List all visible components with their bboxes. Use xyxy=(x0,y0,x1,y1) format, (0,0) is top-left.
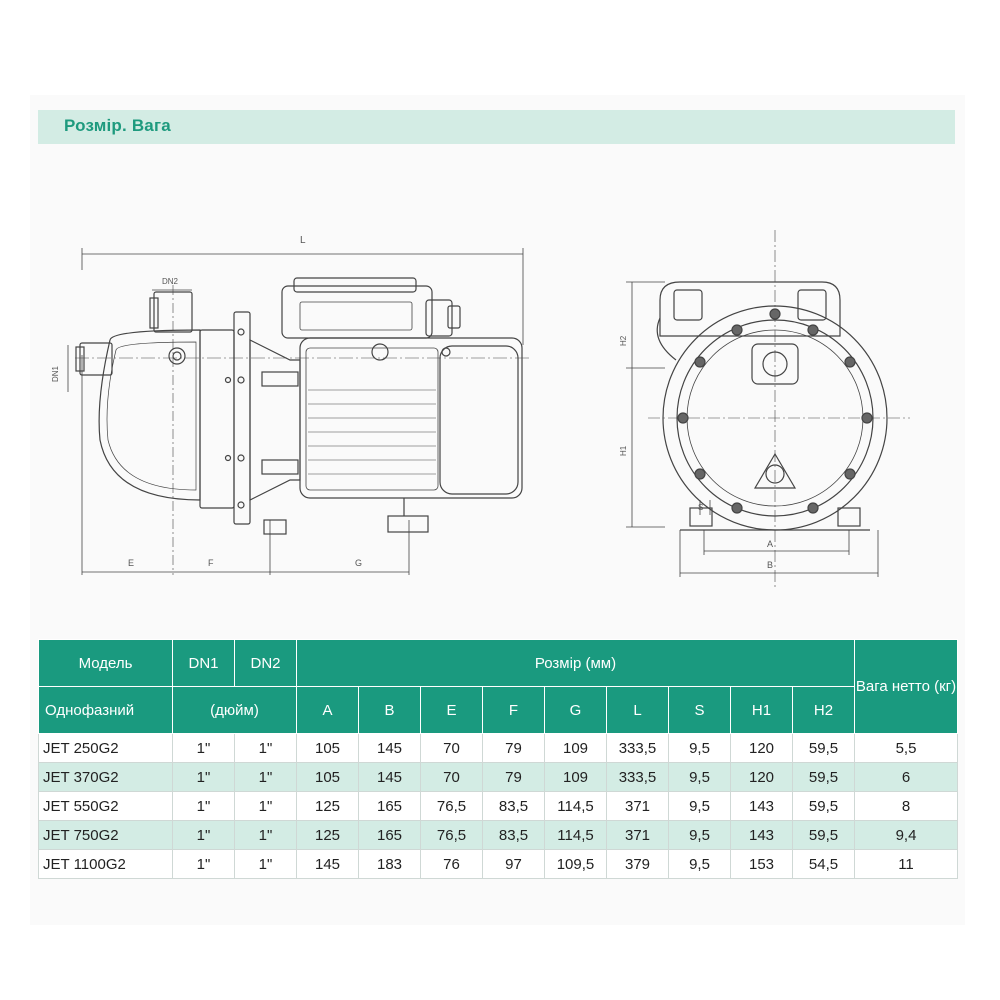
cell-a: 105 xyxy=(297,734,359,763)
cell-h1: 143 xyxy=(731,821,793,850)
cell-h2: 59,5 xyxy=(793,792,855,821)
header-dim-g: G xyxy=(545,687,607,734)
cell-g: 114,5 xyxy=(545,792,607,821)
cell-h1: 153 xyxy=(731,850,793,879)
cell-dn1: 1" xyxy=(173,821,235,850)
cell-h2: 54,5 xyxy=(793,850,855,879)
cell-model: JET 550G2 xyxy=(39,792,173,821)
cell-dn2: 1" xyxy=(235,850,297,879)
cell-s: 9,5 xyxy=(669,821,731,850)
cell-f: 79 xyxy=(483,734,545,763)
cell-g: 109 xyxy=(545,734,607,763)
section-title: Розмір. Вага xyxy=(64,116,171,135)
cell-b: 183 xyxy=(359,850,421,879)
cell-h2: 59,5 xyxy=(793,734,855,763)
cell-e: 76 xyxy=(421,850,483,879)
dim-a-label: A xyxy=(767,539,774,549)
table-row xyxy=(39,850,958,879)
dim-b-label: B xyxy=(767,560,774,570)
header-model: Модель xyxy=(39,640,173,687)
cell-b: 165 xyxy=(359,792,421,821)
front-view xyxy=(619,230,910,590)
cell-weight: 8 xyxy=(855,792,958,821)
cell-b: 165 xyxy=(359,821,421,850)
cell-h1: 120 xyxy=(731,763,793,792)
cell-s: 9,5 xyxy=(669,850,731,879)
cell-model: JET 750G2 xyxy=(39,821,173,850)
dn2-label: DN2 xyxy=(162,277,179,286)
cell-dn2: 1" xyxy=(235,763,297,792)
cell-h1: 143 xyxy=(731,792,793,821)
cell-h2: 59,5 xyxy=(793,821,855,850)
header-size: Розмір (мм) xyxy=(297,640,855,687)
header-dn1: DN1 xyxy=(173,640,235,687)
header-dim-h1: H1 xyxy=(731,687,793,734)
cell-b: 145 xyxy=(359,734,421,763)
side-view xyxy=(51,235,530,575)
dim-e-label: E xyxy=(128,558,135,568)
cell-model: JET 370G2 xyxy=(39,763,173,792)
cell-s: 9,5 xyxy=(669,734,731,763)
header-dn2: DN2 xyxy=(235,640,297,687)
header-dim-l: L xyxy=(607,687,669,734)
cell-f: 83,5 xyxy=(483,821,545,850)
cell-e: 70 xyxy=(421,734,483,763)
cell-weight: 11 xyxy=(855,850,958,879)
cell-f: 79 xyxy=(483,763,545,792)
cell-h2: 59,5 xyxy=(793,763,855,792)
cell-l: 371 xyxy=(607,821,669,850)
cell-h1: 120 xyxy=(731,734,793,763)
cell-model: JET 1100G2 xyxy=(39,850,173,879)
dim-h1-label: H1 xyxy=(619,445,628,456)
cell-dn1: 1" xyxy=(173,792,235,821)
table-row xyxy=(39,763,958,792)
cell-l: 371 xyxy=(607,792,669,821)
cell-g: 109 xyxy=(545,763,607,792)
cell-f: 97 xyxy=(483,850,545,879)
cell-dn2: 1" xyxy=(235,792,297,821)
header-dim-s: S xyxy=(669,687,731,734)
header-inch: (дюйм) xyxy=(173,687,297,734)
dim-f-label: F xyxy=(208,558,214,568)
dim-g-label: G xyxy=(355,558,363,568)
cell-dn1: 1" xyxy=(173,850,235,879)
cell-model: JET 250G2 xyxy=(39,734,173,763)
cell-dn1: 1" xyxy=(173,734,235,763)
header-dim-f: F xyxy=(483,687,545,734)
cell-a: 105 xyxy=(297,763,359,792)
cell-s: 9,5 xyxy=(669,763,731,792)
cell-s: 9,5 xyxy=(669,792,731,821)
cell-l: 333,5 xyxy=(607,734,669,763)
cell-f: 83,5 xyxy=(483,792,545,821)
dim-s-label: S xyxy=(698,503,704,512)
cell-weight: 6 xyxy=(855,763,958,792)
header-dim-a: A xyxy=(297,687,359,734)
dim-h2-label: H2 xyxy=(619,335,628,346)
cell-weight: 9,4 xyxy=(855,821,958,850)
cell-g: 114,5 xyxy=(545,821,607,850)
cell-b: 145 xyxy=(359,763,421,792)
header-dim-e: E xyxy=(421,687,483,734)
header-dim-h2: H2 xyxy=(793,687,855,734)
spec-table xyxy=(38,639,958,879)
cell-e: 76,5 xyxy=(421,792,483,821)
cell-dn2: 1" xyxy=(235,734,297,763)
cell-a: 125 xyxy=(297,792,359,821)
cell-e: 76,5 xyxy=(421,821,483,850)
header-dim-b: B xyxy=(359,687,421,734)
table-row xyxy=(39,792,958,821)
cell-l: 379 xyxy=(607,850,669,879)
cell-dn2: 1" xyxy=(235,821,297,850)
header-weight: Вага нетто (кг) xyxy=(855,640,958,734)
cell-a: 125 xyxy=(297,821,359,850)
cell-dn1: 1" xyxy=(173,763,235,792)
cell-g: 109,5 xyxy=(545,850,607,879)
cell-a: 145 xyxy=(297,850,359,879)
cell-l: 333,5 xyxy=(607,763,669,792)
dn1-label: DN1 xyxy=(51,365,60,382)
table-row xyxy=(39,821,958,850)
table-row xyxy=(39,734,958,763)
header-phase: Однофазний xyxy=(39,687,173,734)
cell-e: 70 xyxy=(421,763,483,792)
cell-weight: 5,5 xyxy=(855,734,958,763)
dim-l-label: L xyxy=(300,235,306,246)
